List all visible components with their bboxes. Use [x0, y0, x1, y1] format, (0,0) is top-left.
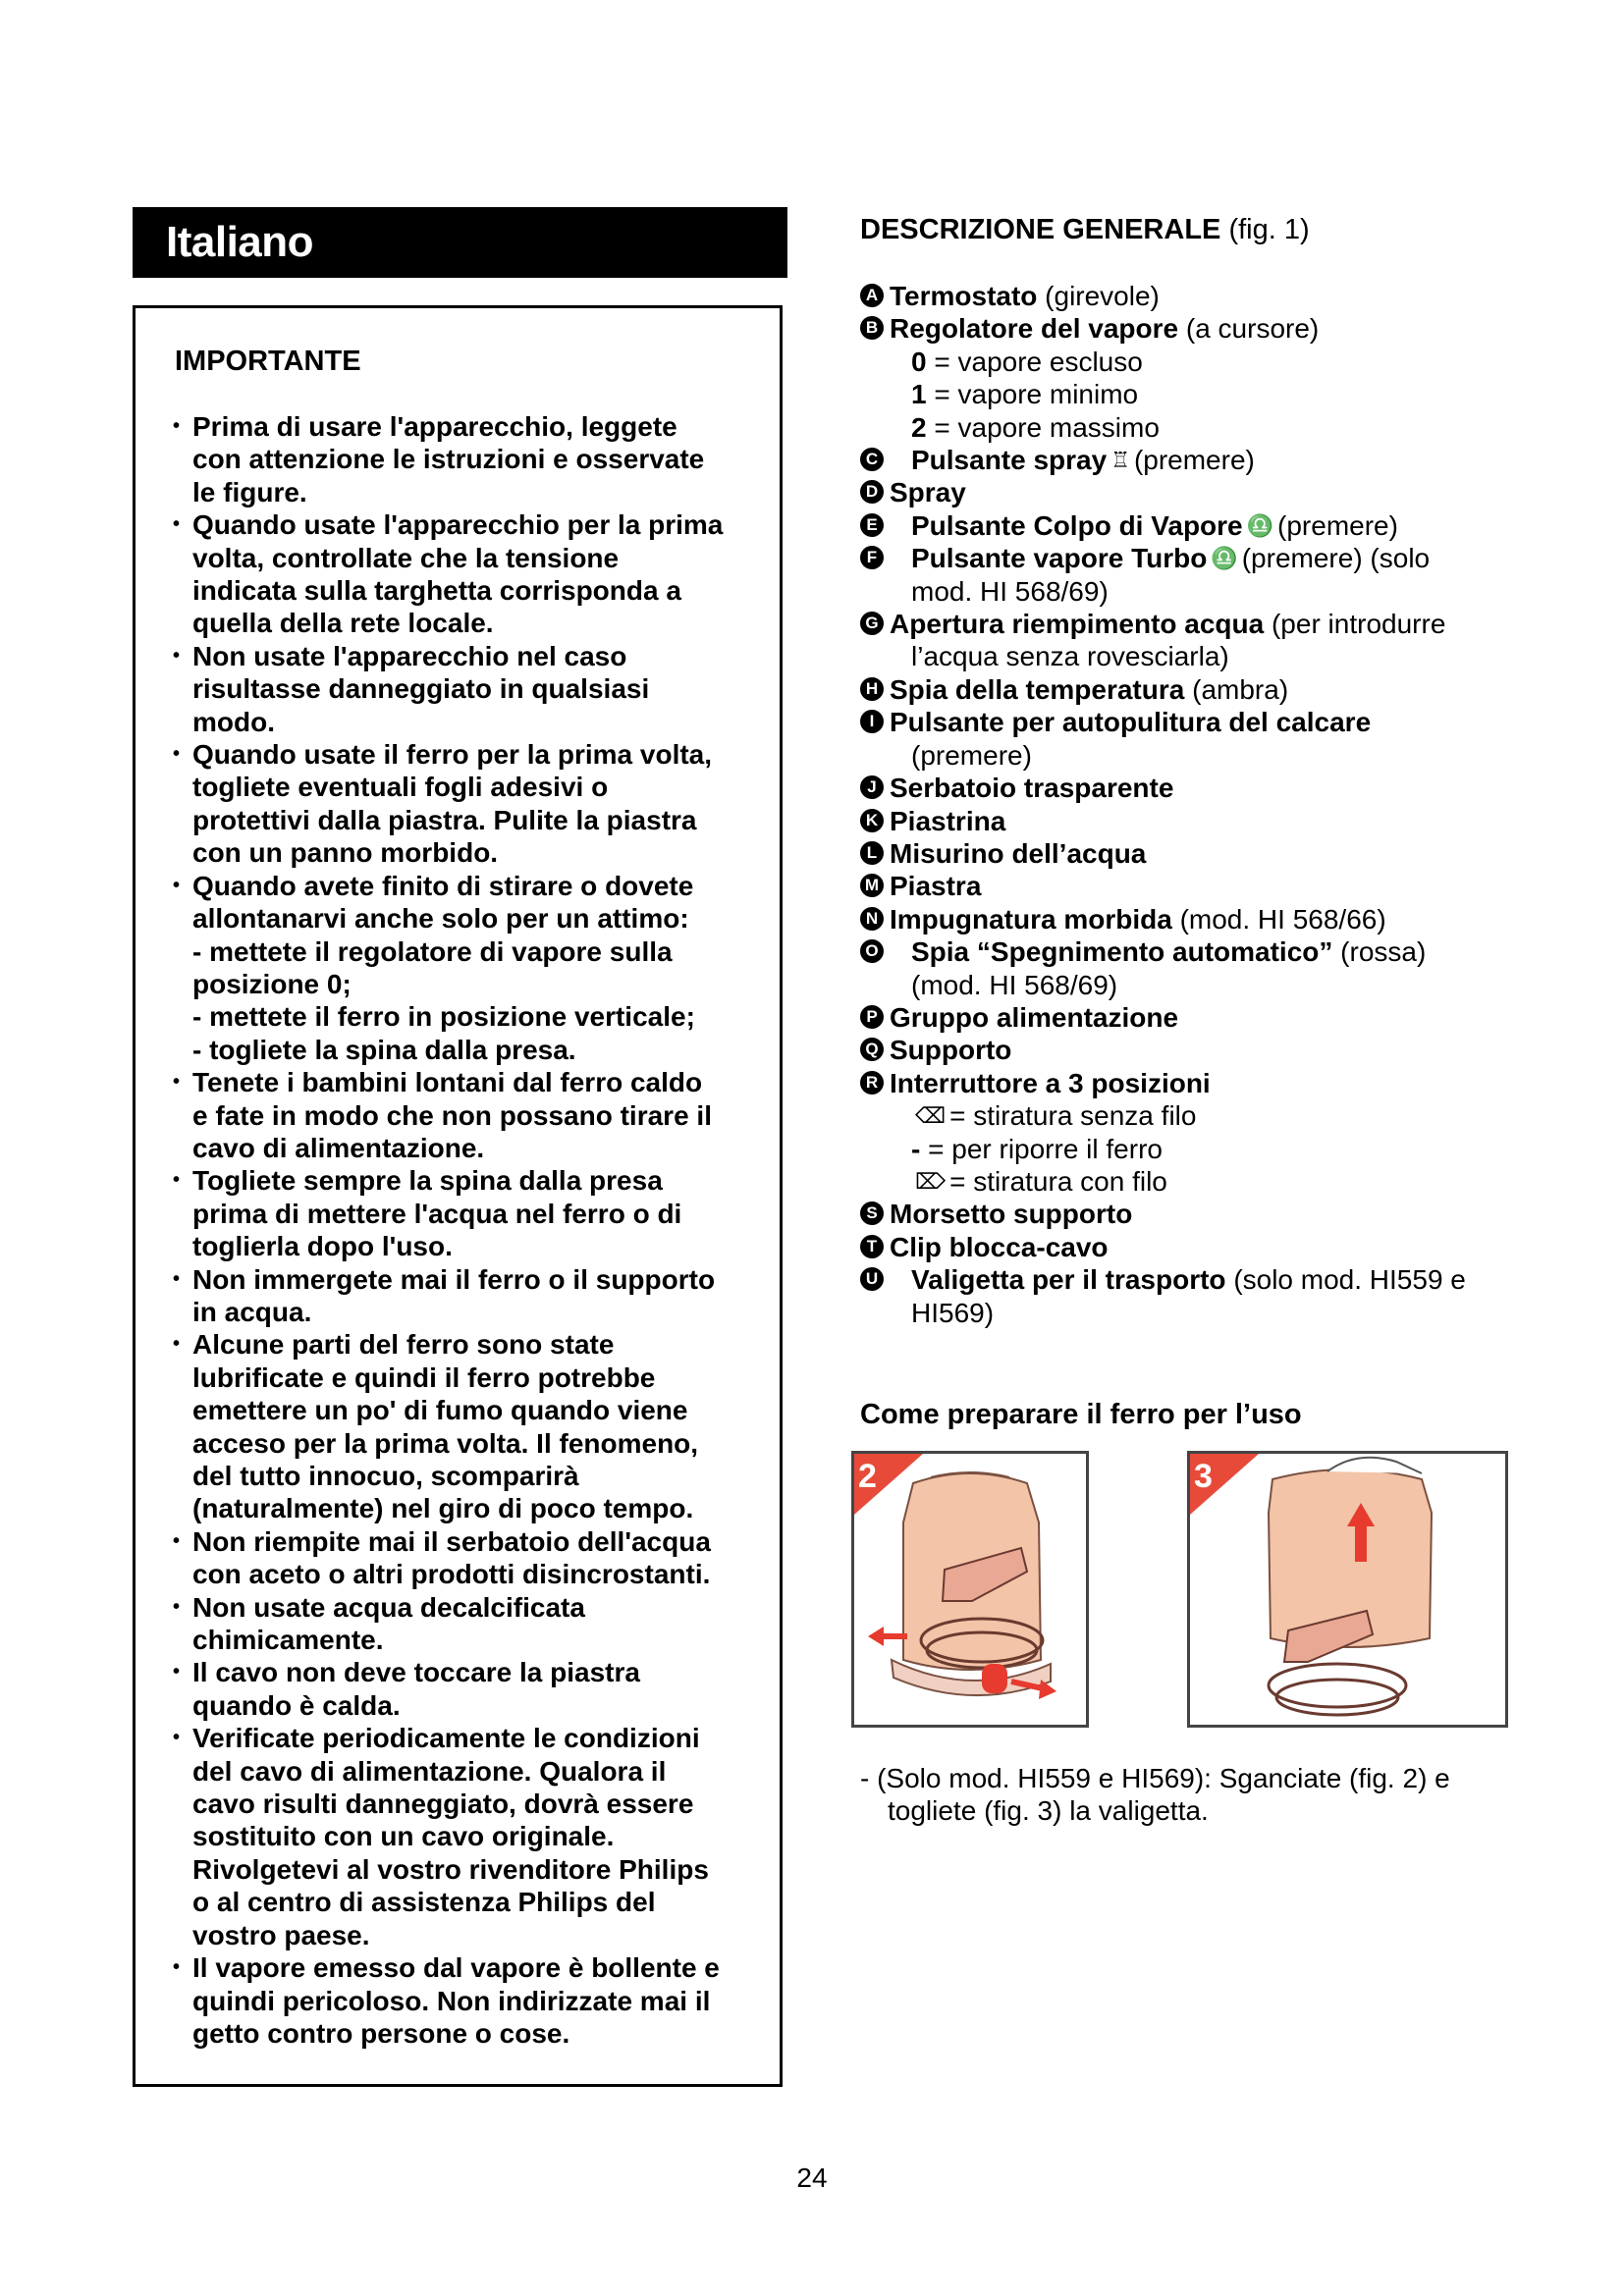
important-item-line: acceso per la prima volta. Il fenomeno,: [192, 1427, 699, 1459]
desc-item-n: N Impugnatura morbida (mod. HI 568/66): [860, 903, 1528, 935]
marker-g-icon: G: [860, 612, 884, 635]
important-item-line: le figure.: [192, 476, 307, 507]
important-item: [171, 1263, 760, 1329]
important-item-line: prima di mettere l'acqua nel ferro o di: [192, 1198, 682, 1229]
important-item-line: allontanarvi anche solo per un attimo:: [192, 903, 689, 934]
important-item-line: sostituito con un cavo originale.: [192, 1821, 615, 1852]
cordless-iron-icon: ⌫: [915, 1103, 947, 1129]
important-item-line: cavo di alimentazione.: [192, 1132, 485, 1163]
desc-item-o: O Spia “Spegnimento automatico” (rossa): [860, 935, 1528, 968]
desc-item-u: U Valigetta per il trasporto (solo mod. HI559 e: [860, 1263, 1528, 1296]
important-item-line: indicata sulla targhetta corrisponda a: [192, 575, 681, 607]
marker-e-icon: E: [860, 513, 884, 537]
preparation-title: Come preparare il ferro per l’uso: [860, 1399, 1302, 1430]
corded-iron-icon: ⌦: [915, 1168, 947, 1194]
desc-item-g-cont: l’acqua senza rovesciarla): [911, 641, 1229, 672]
language-title: Italiano: [166, 218, 314, 266]
important-item-line: risultasse danneggiato in qualsiasi: [192, 673, 650, 705]
language-header: [133, 207, 787, 278]
important-item-line: • Non riempite mai il serbatoio dell'acqua: [192, 1525, 711, 1557]
steam-setting-1: 1 = vapore minimo: [911, 379, 1139, 410]
marker-m-icon: M: [860, 874, 884, 897]
important-item-line: togliete eventuali fogli adesivi o: [192, 772, 609, 803]
important-item: [171, 508, 760, 640]
marker-t-icon: T: [860, 1235, 884, 1258]
important-box: [133, 305, 783, 2087]
marker-n-icon: N: [860, 907, 884, 931]
marker-b-icon: B: [860, 316, 884, 340]
switch-corded: ⌦ = stiratura con filo: [915, 1165, 1167, 1197]
desc-item-r: R Interruttore a 3 posizioni: [860, 1067, 1528, 1099]
important-item-line: chimicamente.: [192, 1625, 384, 1656]
desc-item-q: Q Supporto: [860, 1034, 1528, 1066]
important-item-line: toglierla dopo l'uso.: [192, 1231, 453, 1262]
important-item-line: con attenzione le istruzioni e osservate: [192, 444, 705, 475]
description-header: [860, 210, 1528, 249]
description-title: DESCRIZIONE GENERALE (fig. 1): [860, 214, 1310, 245]
desc-item-u-cont: HI569): [911, 1297, 995, 1328]
important-item-line: del tutto innocuo, scomparirà: [192, 1461, 579, 1491]
important-item-line: con un panno morbido.: [192, 837, 499, 869]
marker-r-icon: R: [860, 1071, 884, 1095]
important-item-line: • Non usate l'apparecchio nel caso: [192, 640, 627, 671]
marker-q-icon: Q: [860, 1038, 884, 1061]
important-item-line: volta, controllate che la tensione: [192, 542, 620, 573]
desc-item-p: P Gruppo alimentazione: [860, 1001, 1528, 1034]
spray-icon: ♖: [1110, 448, 1130, 473]
important-item-line: posizione 0;: [192, 968, 352, 999]
marker-i-icon: I: [860, 710, 884, 733]
important-item-line: • Non usate acqua decalcificata: [192, 1591, 585, 1623]
figure-2: [851, 1451, 1089, 1728]
desc-item-i: I Pulsante per autopulitura del calcare: [860, 706, 1528, 738]
important-item: [171, 1722, 760, 1951]
switch-store: - = per riporre il ferro: [911, 1133, 1163, 1164]
important-item-line: getto contro persone o cose.: [192, 2017, 570, 2049]
important-item: [171, 1951, 760, 2050]
marker-a-icon: A: [860, 284, 884, 307]
important-item: [171, 1525, 760, 1591]
desc-item-k: K Piastrina: [860, 805, 1528, 837]
figure-2-illustration: [854, 1454, 1086, 1725]
important-item-line: quando è calda.: [192, 1689, 401, 1721]
important-item: [171, 1066, 760, 1164]
important-item-line: vostro paese.: [192, 1919, 370, 1950]
steam-setting-2: 2 = vapore massimo: [911, 411, 1160, 443]
page-number: 24: [796, 2163, 828, 2193]
important-item-line: modo.: [192, 706, 275, 737]
desc-item-m: M Piastra: [860, 870, 1528, 902]
important-item-line: protettivi dalla piastra. Pulite la piastra: [192, 804, 697, 835]
important-item-line: - mettete il ferro in posizione verticale;: [192, 1001, 695, 1033]
figure-3: [1187, 1451, 1508, 1728]
important-item: [171, 738, 760, 870]
important-item: [171, 870, 760, 1066]
marker-d-icon: D: [860, 480, 884, 504]
switch-cordless: ⌫ = stiratura senza filo: [915, 1100, 1197, 1132]
important-item-line: - togliete la spina dalla presa.: [192, 1034, 576, 1065]
note-line-1: - (Solo mod. HI559 e HI569): Sganciate (fig. 2) e: [860, 1763, 1450, 1793]
important-item-line: • Togliete sempre la spina dalla presa: [192, 1165, 663, 1197]
important-item-line: • Prima di usare l'apparecchio, leggete: [192, 411, 677, 442]
marker-s-icon: S: [860, 1201, 884, 1225]
important-item-line: • Quando usate il ferro per la prima volta,: [192, 739, 713, 771]
desc-item-f-cont: mod. HI 568/69): [911, 575, 1109, 607]
important-item-line: cavo risulti danneggiato, dovrà essere: [192, 1789, 694, 1820]
important-item: [171, 1591, 760, 1657]
desc-item-l: L Misurino dell’acqua: [860, 837, 1528, 870]
important-item-line: • Il vapore emesso dal vapore è bollente e: [192, 1952, 720, 1984]
important-item-line: del cavo di alimentazione. Qualora il: [192, 1755, 667, 1787]
desc-item-j: J Serbatoio trasparente: [860, 772, 1528, 804]
important-item-line: in acqua.: [192, 1296, 312, 1327]
desc-item-s: S Morsetto supporto: [860, 1198, 1528, 1230]
important-item-line: • Tenete i bambini lontani dal ferro caldo: [192, 1067, 703, 1098]
important-item-line: Rivolgetevi al vostro rivenditore Philips: [192, 1853, 709, 1885]
desc-item-t: T Clip blocca-cavo: [860, 1231, 1528, 1263]
important-item-line: lubrificate e quindi il ferro potrebbe: [192, 1362, 656, 1393]
important-item-line: con aceto o altri prodotti disincrostanti.: [192, 1559, 711, 1590]
important-list: [171, 410, 760, 2050]
important-item: [171, 640, 760, 738]
important-item-line: emettere un po' di fumo quando viene: [192, 1395, 688, 1426]
shot-of-steam-icon: ♎: [1246, 512, 1274, 538]
desc-item-i-cont: (premere): [911, 739, 1032, 771]
description-list: [860, 280, 1528, 1329]
marker-c-icon: C: [860, 448, 884, 471]
important-item-line: e fate in modo che non possano tirare il: [192, 1099, 712, 1131]
steam-setting-0: 0 = vapore escluso: [911, 346, 1143, 377]
important-item-line: • Verificate periodicamente le condizioni: [192, 1723, 700, 1754]
important-item-line: • Quando avete finito di stirare o dovete: [192, 870, 694, 901]
desc-item-e: E Pulsante Colpo di Vapore ♎ (premere): [860, 509, 1528, 542]
important-item: [171, 1656, 760, 1722]
marker-k-icon: K: [860, 809, 884, 832]
figure-3-illustration: [1190, 1454, 1505, 1725]
important-item-line: quella della rete locale.: [192, 608, 494, 639]
desc-item-d: D Spray: [860, 476, 1528, 508]
marker-p-icon: P: [860, 1005, 884, 1029]
note-line-2: togliete (fig. 3) la valigetta.: [888, 1795, 1209, 1827]
important-title: IMPORTANTE: [175, 346, 361, 377]
turbo-steam-icon: ♎: [1211, 546, 1238, 571]
marker-u-icon: U: [860, 1267, 884, 1291]
marker-o-icon: O: [860, 939, 884, 963]
important-item: [171, 1328, 760, 1524]
preparation-note: [860, 1762, 1528, 1828]
important-item-line: (naturalmente) nel giro di poco tempo.: [192, 1493, 694, 1524]
marker-l-icon: L: [860, 841, 884, 865]
important-item-line: quindi pericoloso. Non indirizzate mai il: [192, 1985, 711, 2016]
desc-item-o-cont: (mod. HI 568/69): [911, 969, 1118, 1000]
important-item-line: • Quando usate l'apparecchio per la prima: [192, 509, 724, 541]
marker-f-icon: F: [860, 546, 884, 569]
marker-j-icon: J: [860, 775, 884, 799]
marker-h-icon: H: [860, 677, 884, 701]
desc-item-h: H Spia della temperatura (ambra): [860, 673, 1528, 706]
important-item-line: • Alcune parti del ferro sono state: [192, 1329, 615, 1361]
desc-item-a: A Termostato (girevole): [860, 280, 1528, 312]
important-item: [171, 1164, 760, 1262]
important-item: [171, 410, 760, 508]
figure-2-label: 2: [858, 1458, 877, 1495]
figure-3-label: 3: [1194, 1458, 1213, 1495]
desc-item-g: G Apertura riempimento acqua (per introdurre: [860, 608, 1528, 640]
desc-item-c: C Pulsante spray ♖ (premere): [860, 444, 1528, 476]
important-item-line: • Il cavo non deve toccare la piastra: [192, 1657, 640, 1688]
desc-item-b: B Regolatore del vapore (a cursore): [860, 312, 1528, 345]
desc-item-f: F Pulsante vapore Turbo ♎ (premere) (solo: [860, 542, 1528, 574]
important-item-line: o al centro di assistenza Philips del: [192, 1887, 656, 1918]
important-item-line: - mettete il regolatore di vapore sulla: [192, 935, 673, 967]
important-item-line: • Non immergete mai il ferro o il supporto: [192, 1263, 716, 1295]
